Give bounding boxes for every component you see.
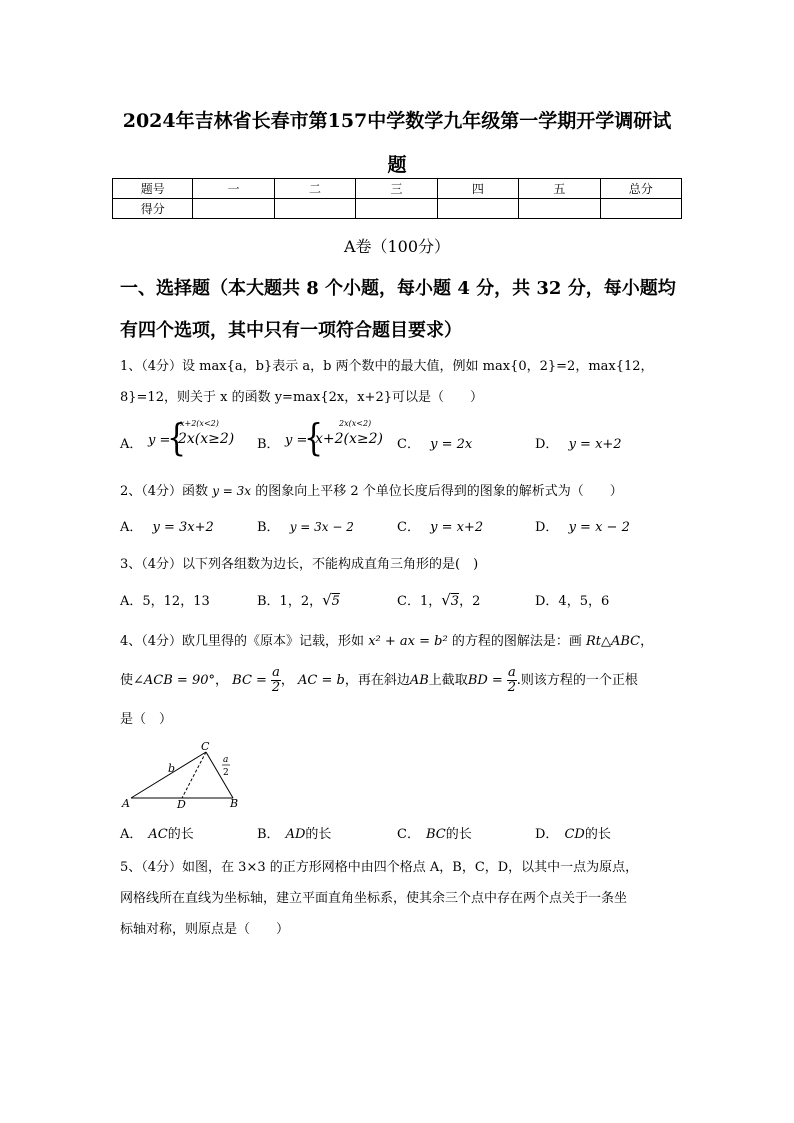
label-a-num: a [223, 755, 229, 765]
q3-option-d[interactable]: D．4，5，6 [535, 594, 610, 609]
q2-option-c[interactable]: C． y = x+2 [397, 520, 484, 535]
section-heading-line2: 有四个选项，其中只有一项符合题目要求） [120, 320, 462, 341]
label-2-den: 2 [223, 768, 229, 778]
q2-option-a[interactable]: A． y = 3x+2 [120, 520, 214, 535]
fraction-a-over-2: $\frac{a}{2}$ [271, 665, 281, 695]
q4-option-a[interactable]: A． AC的长 [120, 827, 194, 842]
table-cell: 一 [193, 179, 274, 199]
q2-stem: 2、（4分）函数 y = 3x 的图象向上平移 2 个单位长度后得到的图象的解析式为（ ） [120, 484, 623, 499]
score-table [112, 178, 682, 219]
score-cell[interactable] [600, 199, 681, 219]
left-brace-icon: { [304, 416, 324, 461]
q5-stem-line1: 5、（4分）如图，在 3×3 的正方形网格中由四个格点 A，B，C，D，以其中一点为原点， [120, 860, 639, 875]
score-table-score-row [113, 199, 682, 219]
left-brace-icon: { [167, 416, 187, 461]
q4-stem-line1: 4、（4分）欧几里得的《原本》记载，形如 x² + ax = b² 的方程的图解法是：画 Rt△ABC， [120, 634, 654, 649]
table-cell: 题号 [113, 179, 193, 199]
table-cell: 四 [437, 179, 518, 199]
table-cell: 二 [274, 179, 355, 199]
segment-cb [206, 752, 233, 798]
sqrt-icon: √ [322, 591, 332, 609]
table-cell: 三 [356, 179, 437, 199]
q2-option-b[interactable]: B． y = 3x − 2 [257, 520, 354, 535]
q4-option-c[interactable]: C． BC的长 [397, 827, 472, 842]
q3-stem: 3、（4分）以下列各组数为边长，不能构成直角三角形的是( ) [120, 557, 479, 572]
q1-stem-line1: 1、（4分）设 max{a，b}表示 a，b 两个数中的最大值，例如 max{0，2}=2，max{12， [120, 359, 654, 374]
q3-option-c[interactable]: C．1，√3，2 [397, 591, 481, 609]
label-a: A [122, 797, 130, 810]
score-table-header-row [113, 179, 682, 199]
score-cell[interactable] [274, 199, 355, 219]
triangle-figure [118, 740, 248, 812]
doc-title-line2: 题 [387, 154, 407, 176]
q1-option-c[interactable]: C． y = 2x [397, 437, 473, 452]
label-b: B [230, 797, 239, 810]
q5-stem-line3: 标轴对称，则原点是（ ） [120, 922, 290, 937]
sqrt-icon: √ [441, 591, 451, 609]
score-cell[interactable] [519, 199, 600, 219]
q1-option-d[interactable]: D． y = x+2 [535, 437, 622, 452]
q3-option-a[interactable]: A．5，12，13 [120, 594, 210, 609]
table-cell: 五 [519, 179, 600, 199]
score-cell[interactable] [356, 199, 437, 219]
q1-stem-line2: 8}=12，则关于 x 的函数 y=max{2x，x+2}可以是（ ） [120, 390, 483, 405]
q3-option-b[interactable]: B．1，2，√5 [257, 591, 340, 609]
q2-option-d[interactable]: D． y = x − 2 [535, 520, 630, 535]
table-cell: 总分 [600, 179, 681, 199]
table-cell: 得分 [113, 199, 193, 219]
segment-ac [131, 752, 206, 798]
label-c: C [201, 740, 210, 753]
label-d: D [177, 798, 186, 811]
q4-stem-line3: 是（ ） [120, 712, 173, 727]
section-heading-line1: 一、选择题（本大题共 8 个小题，每小题 4 分，共 32 分，每小题均 [120, 278, 676, 299]
score-cell[interactable] [193, 199, 274, 219]
q4-option-b[interactable]: B． AD的长 [257, 827, 332, 842]
score-cell[interactable] [437, 199, 518, 219]
paper-label: A卷（100分） [343, 237, 451, 256]
label-b-side: b [168, 762, 176, 775]
q5-stem-line2: 网格线所在直线为坐标轴，建立平面直角坐标系，使其余三个点中存在两个点关于一条坐 [120, 891, 628, 906]
doc-title-line1: 2024年吉林省长春市第157中学数学九年级第一学期开学调研试 [122, 110, 672, 132]
q4-stem-line2: 使∠ACB = 90°， BC = $\frac{a}{2}$ ， AC = b，再在斜边AB上截取BD = $\frac{a}{2}$ .则该方程的一个正根 [120, 665, 638, 695]
fraction-a-over-2: $\frac{a}{2}$ [507, 665, 516, 695]
q4-option-d[interactable]: D． CD的长 [535, 827, 611, 842]
